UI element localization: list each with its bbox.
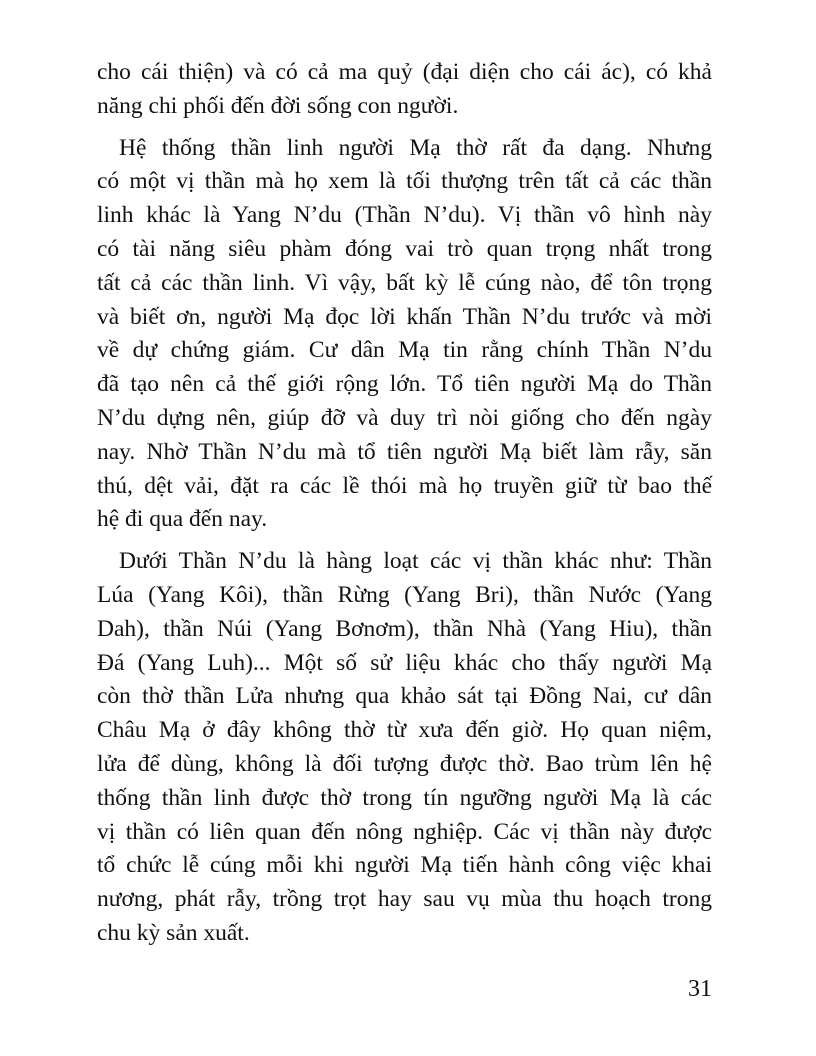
text-line: vị thần có liên quan đến nông nghiệp. Các vị thần này được: [97, 818, 712, 845]
text-line: lửa để dùng, không là đối tượng được thờ. Bao trùm lên hệ: [97, 751, 712, 777]
text-line: còn thờ thần Lửa nhưng qua khảo sát tại Đồng Nai, cư dân: [97, 683, 712, 710]
text-line: nương, phát rẫy, trồng trọt hay sau vụ mùa thu hoạch trong: [97, 886, 712, 913]
text-line: về dự chứng giám. Cư dân Mạ tin rằng chính Thần N’du: [97, 337, 712, 364]
text-line: và biết ơn, người Mạ đọc lời khấn Thần N’du trước và mời: [97, 303, 712, 330]
text-line: có một vị thần mà họ xem là tối thượng trên tất cả các thần: [97, 168, 712, 195]
text-line: hệ đi qua đến nay.: [97, 506, 268, 533]
text-line: linh khác là Yang N’du (Thần N’du). Vị thần vô hình này: [97, 202, 712, 229]
text-line: nay. Nhờ Thần N’du mà tổ tiên người Mạ biết làm rẫy, săn: [97, 438, 712, 465]
text-line: Dah), thần Núi (Yang Bơnơm), thần Nhà (Yang Hiu), thần: [97, 615, 712, 642]
text-line: thống thần linh được thờ trong tín ngưỡng người Mạ là các: [97, 784, 712, 811]
text-line: chu kỳ sản xuất.: [97, 920, 250, 946]
text-line: tổ chức lễ cúng mỗi khi người Mạ tiến hành công việc khai: [97, 852, 712, 879]
text-line: đã tạo nên cả thế giới rộng lớn. Tổ tiên người Mạ do Thần: [97, 371, 712, 398]
text-line: Châu Mạ ở đây không thờ từ xưa đến giờ. Họ quan niệm,: [97, 717, 712, 744]
page-number: 31: [688, 976, 712, 1002]
text-line: cho cái thiện) và có cả ma quỷ (đại diện cho cái ác), có khả: [97, 59, 712, 85]
text-line: N’du dựng nên, giúp đỡ và duy trì nòi giống cho đến ngày: [97, 405, 712, 431]
text-line: năng chi phối đến đời sống con người.: [97, 92, 459, 119]
text-line: Hệ thống thần linh người Mạ thờ rất đa dạng. Nhưng: [119, 134, 712, 161]
text-line: có tài năng siêu phàm đóng vai trò quan trọng nhất trong: [97, 236, 712, 262]
text-line: thú, dệt vải, đặt ra các lề thói mà họ truyền giữ từ bao thế: [97, 472, 712, 499]
text-line: tất cả các thần linh. Vì vậy, bất kỳ lễ cúng nào, để tôn trọng: [97, 269, 712, 296]
text-line: Đá (Yang Luh)... Một số sử liệu khác cho thấy người Mạ: [97, 649, 712, 676]
text-line: Dưới Thần N’du là hàng loạt các vị thần khác như: Thần: [119, 548, 712, 575]
text-line: Lúa (Yang Kôi), thần Rừng (Yang Bri), thần Nước (Yang: [97, 582, 712, 608]
